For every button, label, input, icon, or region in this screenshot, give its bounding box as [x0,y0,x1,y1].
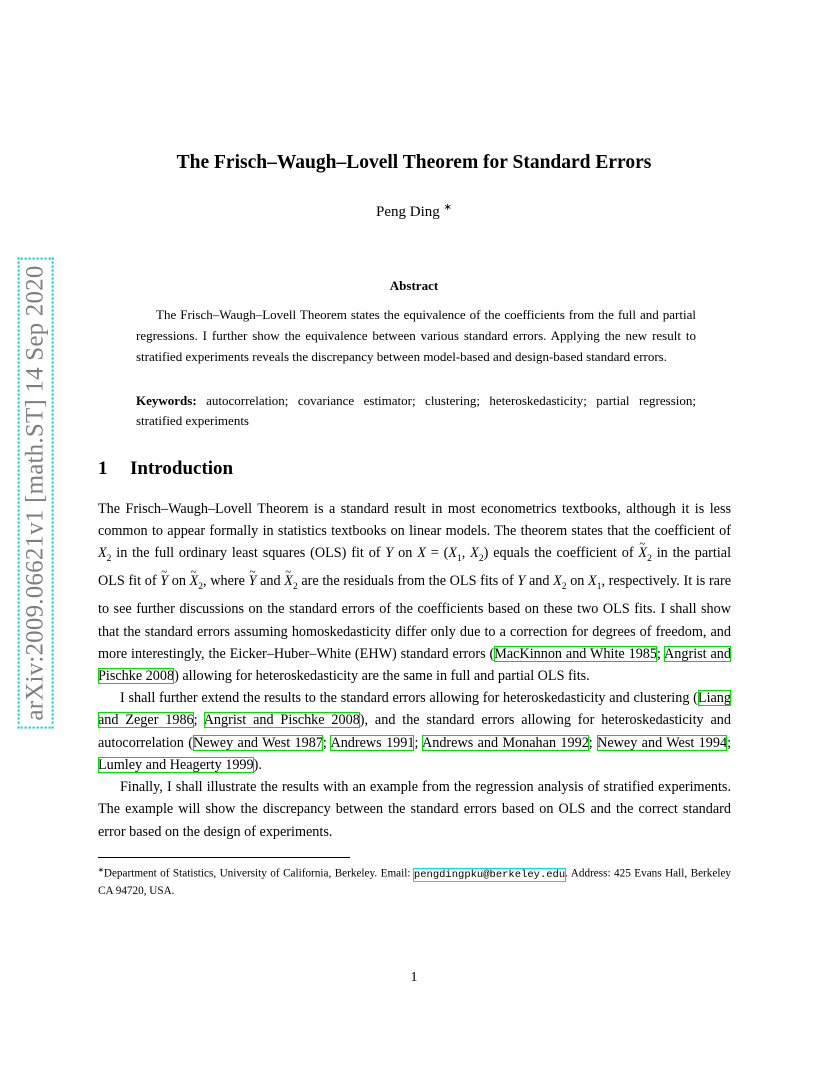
citation-link[interactable]: Angrist and Pischke 2008 [98,645,731,685]
text-run: and [525,573,554,590]
arxiv-identifier[interactable]: arXiv:2009.06621v1 [math.ST] 14 Sep 2020 [18,257,54,728]
keywords-list: autocorrelation; covariance estimator; clustering; heteroskedasticity; partial regression; stratified experiments [136,393,696,428]
text-run: , respectively. It is rare to see further discussions on the standard errors of the coefficients based on these two OLS fits. I shall show that the standard errors assuming homoskedasticity differ only due to a correction for degrees of freedom, and more interestingly, the Eicker–Huber–White (EHW) standard errors ( [98,573,731,662]
text-run: The Frisch–Waugh–Lovell Theorem is a standard result in most econometrics textbooks, although it is less common to appear formally in statistics textbooks on linear models. The theorem states that the coefficient of [98,501,731,540]
section-number: 1 [98,458,108,479]
citation-link[interactable]: Liang and Zeger 1986 [98,690,731,729]
text-run: on [393,545,418,562]
author-name: Peng Ding [376,204,440,220]
arxiv-stamp[interactable] [16,240,56,746]
text-run: , where [203,573,249,590]
paragraph-2 [98,687,731,776]
text-run: ), and the standard errors allowing for heteroskedasticity and autocorrelation ( [98,712,731,751]
section-title: Introduction [130,458,234,479]
citation-link[interactable]: Lumley and Heagerty 1999 [98,756,254,773]
citation-link[interactable]: Andrews 1991 [330,734,415,751]
text-run: ; [588,734,598,751]
abstract-heading: Abstract [389,278,439,293]
page-number: 1 [410,970,418,985]
text-run: are the residuals from the OLS fits of [297,573,518,590]
text-run: ; [193,712,204,729]
introduction-body [98,498,731,843]
paragraph-1: The Frisch–Waugh–Lovell Theorem is a standard result in most econometrics textbooks, although it is less common to appear formally in statistics textbooks on linear models. The theorem states that the coefficient of $X_2$ in the full ordinary least squares (OLS) fit of Y on $X = (X_1$, $X_2$) equals the coefficient of ~ $X_2$ in the partial OLS fit of ~ Y on ~ $X_2$, where ~ Y and ~ $X_2$ are the residuals from the OLS fits of Y and $X_2$ on $X_1$, respectively. It is rare to see further discussions on the standard errors of the coefficients based on these two OLS fits. I shall show that the standard errors assuming homoskedasticity differ only due to a correction for degrees of freedom, and more interestingly, the Eicker–Huber–White (EHW) standard errors (MacKinnon and White 1985; Angrist and Pischke 2008) allowing for heteroskedasticity are the same in full and partial OLS fits. [98,498,731,687]
text-run: ; [727,734,732,751]
citation-link[interactable]: Andrews and Monahan 1992 [422,734,589,751]
email-link[interactable]: pengdingpku@berkeley.edu [413,868,566,881]
text-run: and [256,573,285,590]
footnote [98,862,731,899]
footnote-mark: ∗ [98,866,104,874]
text-run: on [168,573,190,590]
text-run: ) allowing for heteroskedasticity are the same in full and partial OLS fits. [174,668,590,685]
text-run: ). [253,756,262,773]
author-footnote-mark[interactable]: ∗ [443,202,452,213]
text-run: in the full ordinary least squares (OLS) fit of [111,545,386,562]
abstract-text: The Frisch–Waugh–Lovell Theorem states the equivalence of the coefficients from the full and partial regressions. I further show the equivalence between various standard errors. Applying the new result to stratified experiments reveals the discrepancy between model-based and design-based standard errors. [136,307,696,364]
keywords-label: Keywords: [136,393,197,408]
paragraph-3: Finally, I shall illustrate the results with an example from the regression analysis of stratified experiments. The example will show the discrepancy between the standard errors based on OLS and the correct standard error based on the design of experiments. [98,779,731,840]
keywords [136,391,696,431]
citation-link[interactable]: Newey and West 1994 [597,734,728,751]
footnote-text: Department of Statistics, University of California, Berkeley. Email: [103,867,414,880]
text-run: ; [656,645,665,662]
text-run: equals the coefficient of [488,545,639,562]
author-line [0,202,828,221]
text-run: ; [414,734,422,751]
text-run: on [566,573,589,590]
footnote-divider [98,857,350,858]
citation-link[interactable]: MacKinnon and White 1985 [494,645,657,662]
paper-title: The Frisch–Waugh–Lovell Theorem for Standard Errors [176,152,652,173]
text-run: ; [322,734,331,751]
citation-link[interactable]: Newey and West 1987 [192,734,323,751]
text-run: in the partial OLS fit of [98,545,732,590]
text-run: I shall further extend the results to the standard errors allowing for heteroskedasticity and clustering ( [120,690,698,707]
citation-link[interactable]: Angrist and Pischke 2008 [203,712,360,729]
footnote-address: . Address: 425 Evans Hall, Berkeley CA 94720, USA. [98,867,732,897]
section-heading [98,458,233,480]
